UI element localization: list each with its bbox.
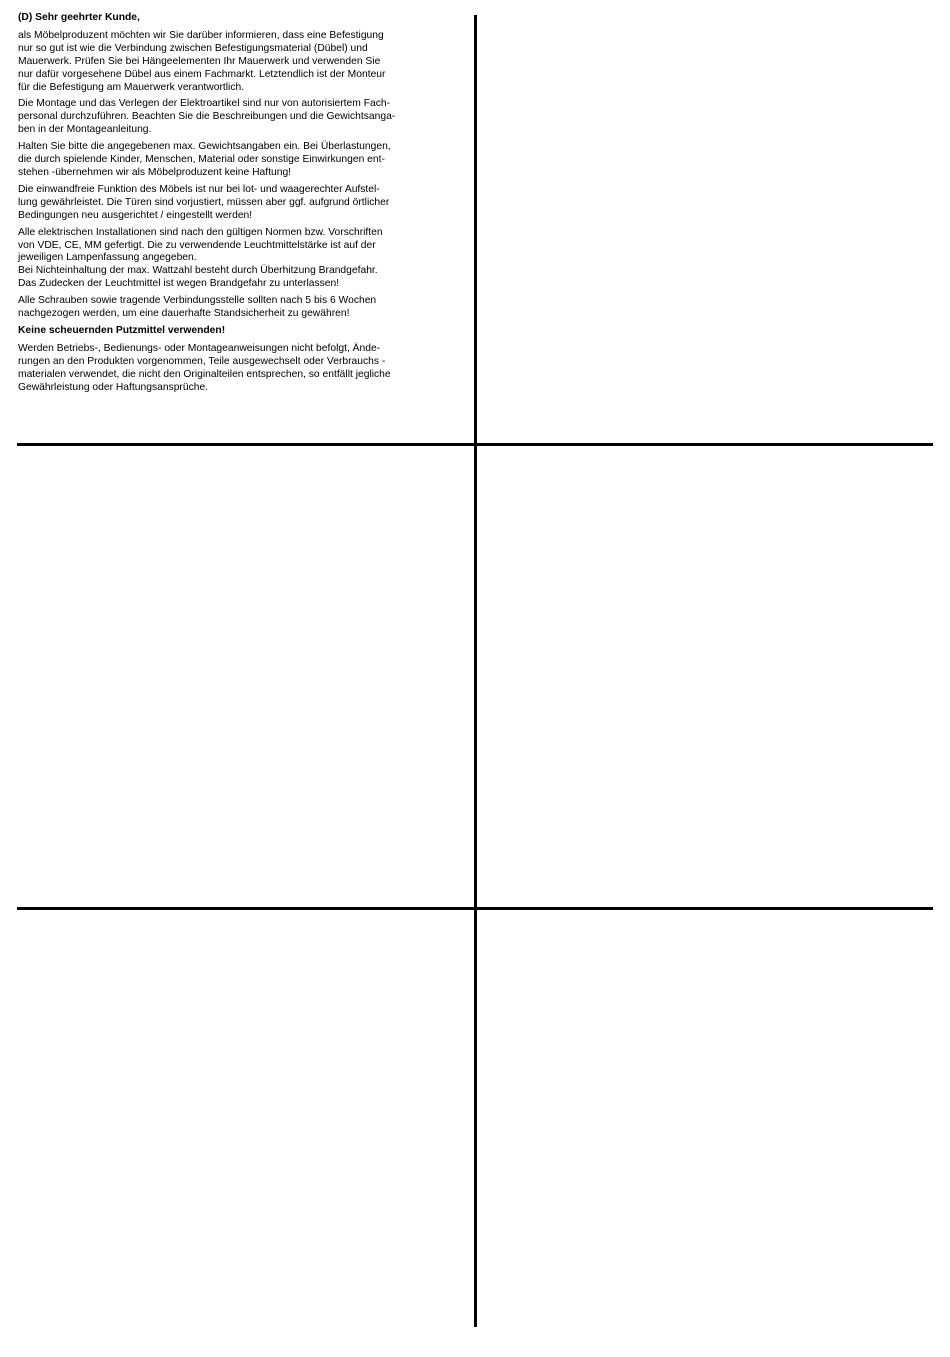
paragraph-electrical-norms <box>18 227 448 292</box>
text-line: Die Montage und das Verlegen der Elektroartikel sind nur von autorisiertem Fach- <box>18 98 391 110</box>
text-line: Werden Betriebs-, Bedienungs- oder Montageanweisungen nicht befolgt, Ände- <box>18 342 381 354</box>
text-line: personal durchzuführen. Beachten Sie die Beschreibungen und die Gewichtsanga- <box>18 111 396 123</box>
paragraph-weight-limits <box>18 141 448 180</box>
paragraph-electrical-install <box>18 98 448 137</box>
horizontal-divider-top <box>17 443 933 446</box>
text-line: nur so gut ist wie die Verbindung zwischen Befestigungsmaterial (Dübel) und <box>18 42 368 54</box>
text-line: Alle Schrauben sowie tragende Verbindungsstelle sollten nach 5 bis 6 Wochen <box>18 295 377 307</box>
customer-notice <box>18 12 448 398</box>
text-line: Mauerwerk. Prüfen Sie bei Hängeelementen Ihr Mauerwerk und verwenden Sie <box>18 55 381 67</box>
text-line: Alle elektrischen Installationen sind nach den gültigen Normen bzw. Vorschriften <box>18 226 383 238</box>
text-line: lung gewährleistet. Die Türen sind vorjustiert, müssen aber ggf. aufgrund örtlicher <box>18 196 390 208</box>
text-line: nur dafür vorgesehene Dübel aus einem Fachmarkt. Letztendlich ist der Monteur <box>18 68 386 80</box>
paragraph-screws <box>18 295 448 321</box>
text-line: jeweiligen Lampenfassung angegeben. <box>18 252 197 264</box>
text-line: die durch spielende Kinder, Menschen, Material oder sonstige Einwirkungen ent- <box>18 154 385 166</box>
text-line: ben in der Montageanleitung. <box>18 124 152 136</box>
vertical-divider <box>474 15 477 1327</box>
text-line: Das Zudecken der Leuchtmittel ist wegen Brandgefahr zu unterlassen! <box>18 278 340 290</box>
paragraph-warranty <box>18 343 448 395</box>
paragraph-levelling <box>18 184 448 223</box>
paragraph-mounting <box>18 30 448 95</box>
cleaning-warning: Keine scheuernden Putzmittel verwenden! <box>18 324 226 336</box>
text-line: als Möbelproduzent möchten wir Sie darüber informieren, dass eine Befestigung <box>18 29 384 41</box>
text-line: Die einwandfreie Funktion des Möbels ist nur bei lot- und waagerechter Aufstel- <box>18 183 380 195</box>
text-line: rungen an den Produkten vorgenommen, Teile ausgewechselt oder Verbrauchs - <box>18 355 386 367</box>
text-line: materialen verwendet, die nicht den Originalteilen entsprechen, so entfällt jegliche <box>18 368 391 380</box>
text-line: Bei Nichteinhaltung der max. Wattzahl besteht durch Überhitzung Brandgefahr. <box>18 265 378 277</box>
notice-title: (D) Sehr geehrter Kunde, <box>18 12 140 23</box>
text-line: stehen -übernehmen wir als Möbelproduzent keine Haftung! <box>18 166 292 178</box>
text-line: Halten Sie bitte die angegebenen max. Gewichtsangaben ein. Bei Überlastungen, <box>18 141 391 153</box>
text-line: Bedingungen neu ausgerichtet / eingestellt werden! <box>18 209 253 221</box>
horizontal-divider-bottom <box>17 907 933 910</box>
text-line: Gewährleistung oder Haftungsansprüche. <box>18 381 209 393</box>
text-line: von VDE, CE, MM gefertigt. Die zu verwendende Leuchtmittelstärke ist auf der <box>18 239 376 251</box>
text-line: für die Befestigung am Mauerwerk verantwortlich. <box>18 81 245 93</box>
text-line: nachgezogen werden, um eine dauerhafte Standsicherheit zu gewähren! <box>18 308 350 320</box>
